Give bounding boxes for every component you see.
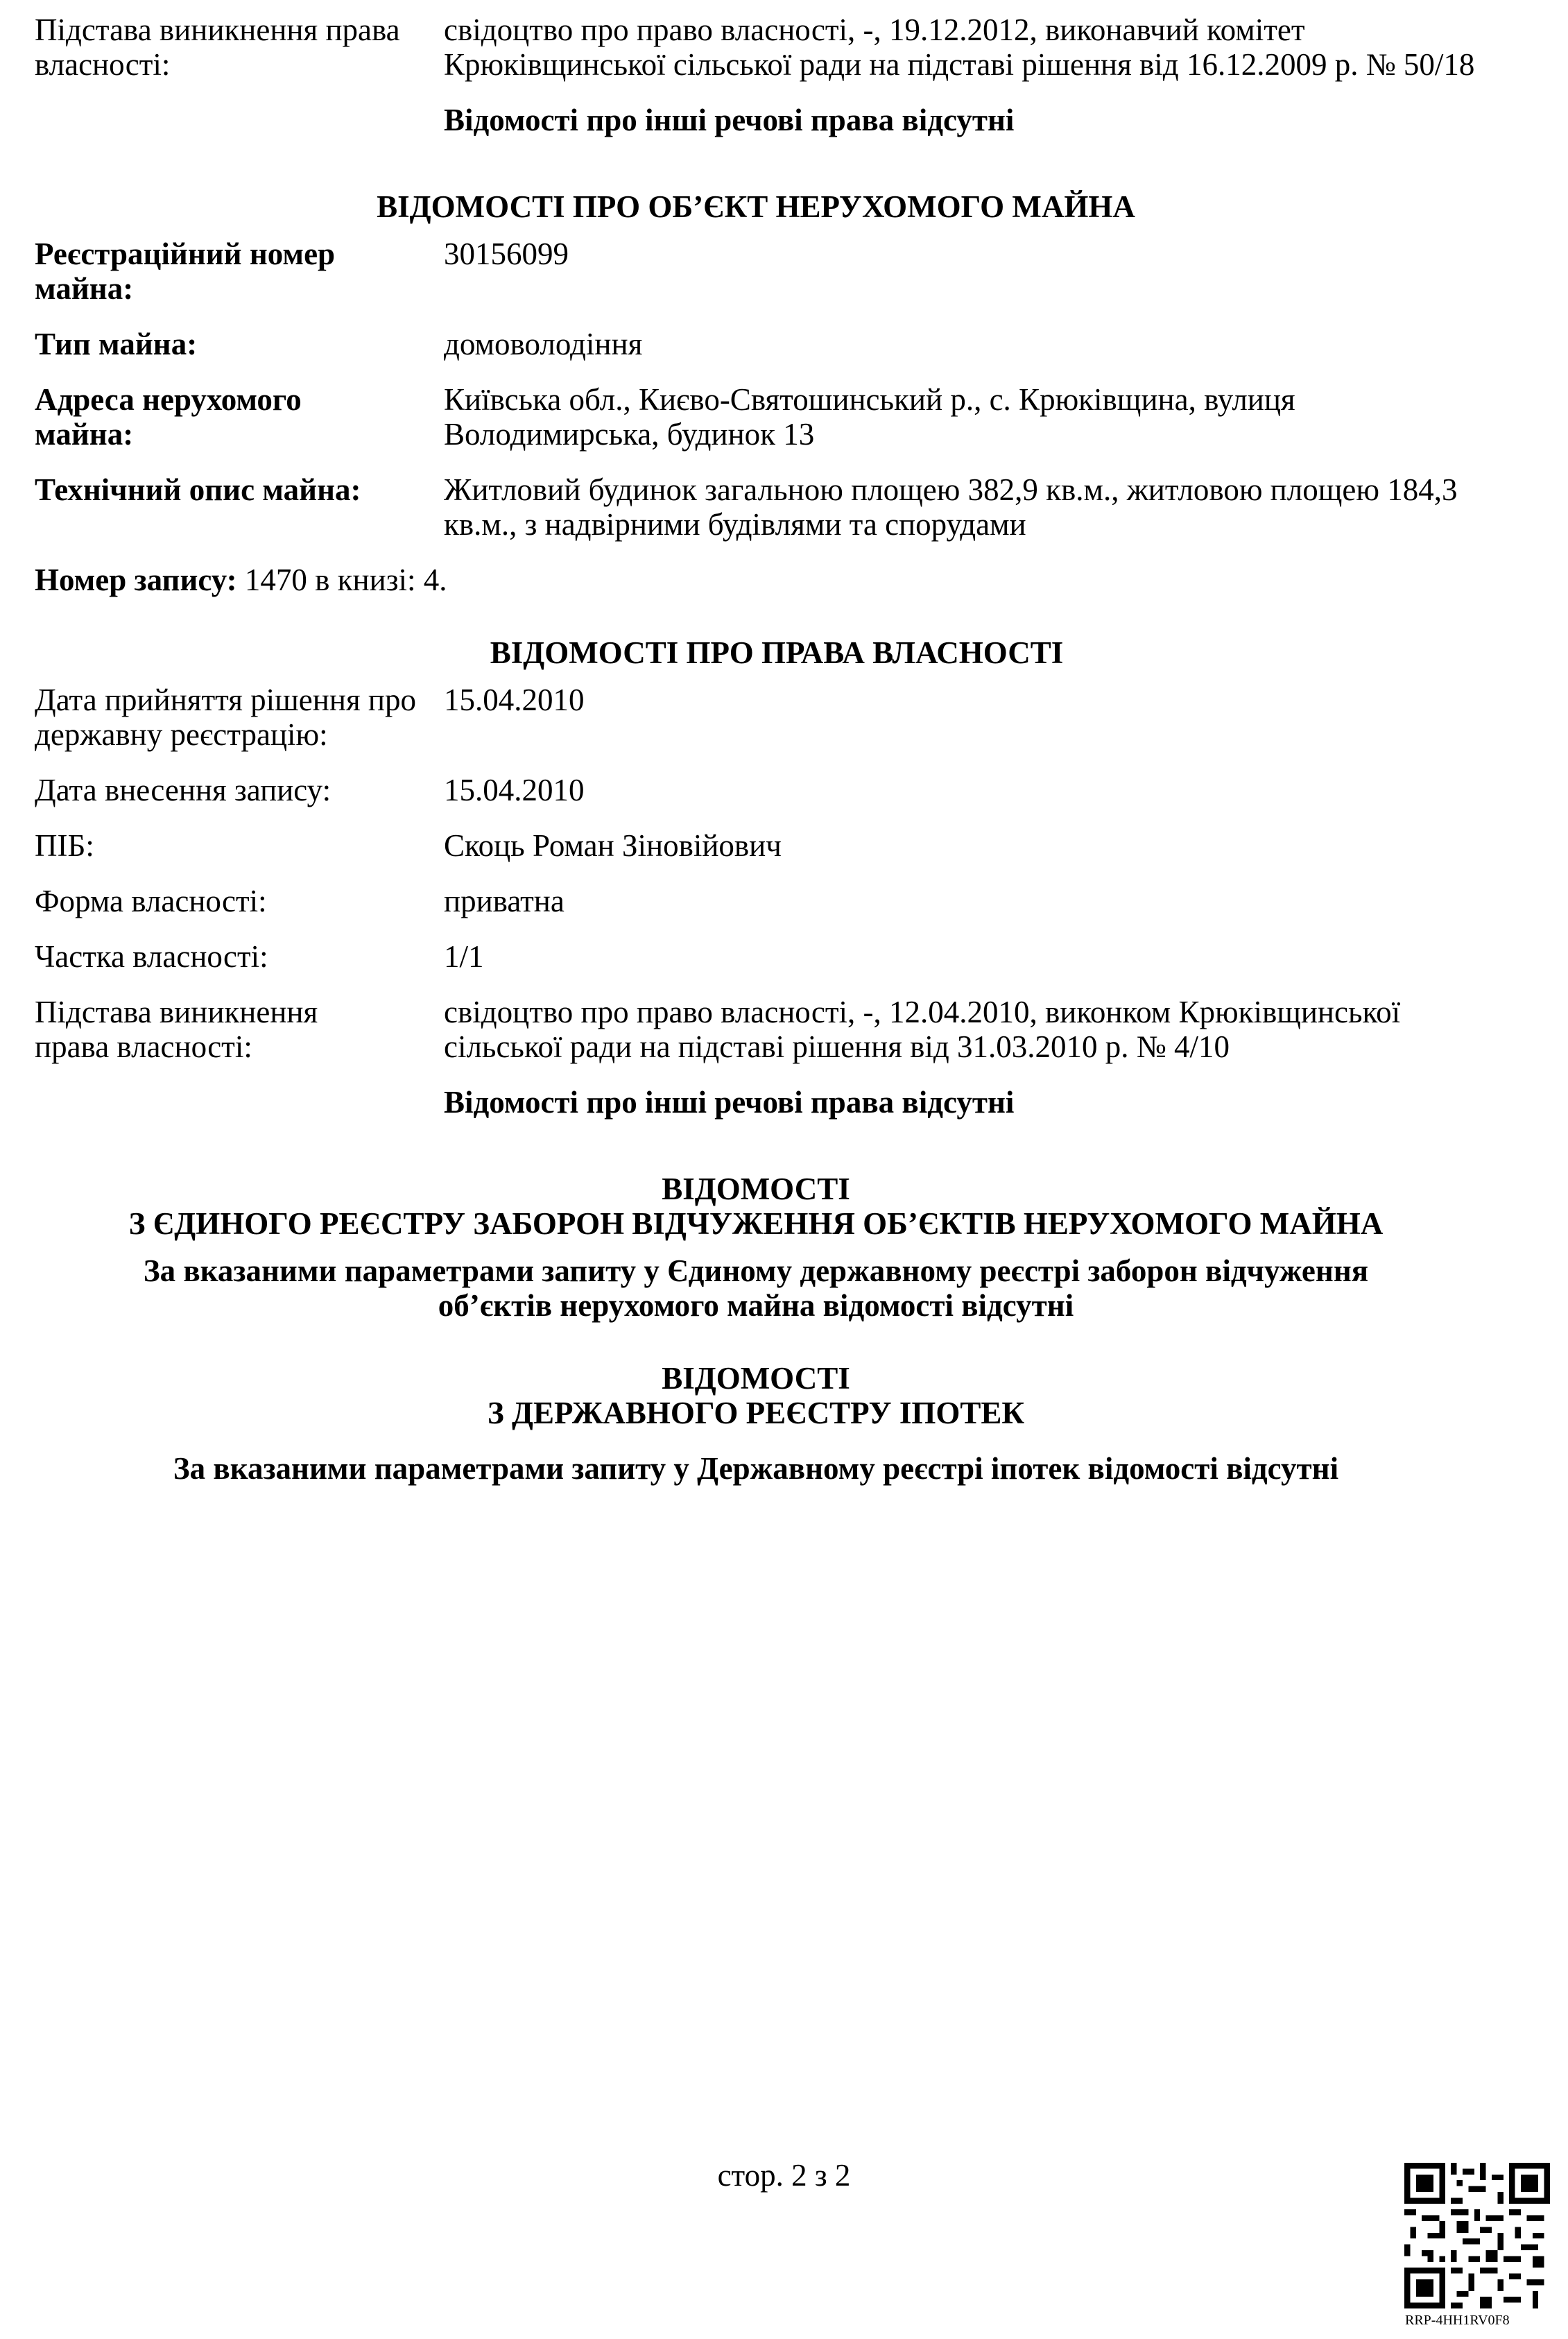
page-number: стор. 2 з 2 bbox=[717, 2158, 851, 2193]
reg-num-row bbox=[35, 237, 1477, 306]
form-row bbox=[35, 884, 1477, 918]
record-row bbox=[35, 563, 1477, 597]
record-label: Номер запису: bbox=[35, 563, 237, 597]
share-row bbox=[35, 939, 1477, 974]
document-code: RRP-4HH1RV0F8 bbox=[1405, 2313, 1510, 2328]
share-value: 1/1 bbox=[444, 939, 484, 974]
reg-num-label: Реєстраційний номер майна: bbox=[35, 237, 336, 306]
document-page bbox=[35, 12, 1477, 1486]
object-heading: ВІДОМОСТІ ПРО ОБ’ЄКТ НЕРУХОМОГО МАЙНА bbox=[377, 189, 1135, 224]
share-label: Частка власності: bbox=[35, 939, 268, 974]
prev-basis-label: Підстава виникнення права власності: bbox=[35, 12, 400, 82]
reg-num-value: 30156099 bbox=[444, 237, 569, 271]
bans-text: За вказаними параметрами запиту у Єдиному державному реєстрі заборон відчуження об’єктів нерухомого майна відомості відсутні bbox=[143, 1253, 1369, 1323]
mortgages-heading-2: З ДЕРЖАВНОГО РЕЄСТРУ ІПОТЕК bbox=[487, 1396, 1024, 1430]
address-row bbox=[35, 382, 1477, 452]
entry-date-row bbox=[35, 773, 1477, 807]
type-label: Тип майна: bbox=[35, 327, 198, 361]
other-rights: Відомості про інші речові права відсутні bbox=[444, 1085, 1015, 1120]
type-row bbox=[35, 327, 1477, 361]
prev-basis-value: свідоцтво про право власності, -, 19.12.2012, виконавчий комітет Крюківщинської сільської ради на підставі рішення від 16.12.2009 р. № 50/18 bbox=[444, 12, 1475, 82]
entry-date-value: 15.04.2010 bbox=[444, 773, 585, 807]
form-label: Форма власності: bbox=[35, 884, 267, 918]
basis-value: свідоцтво про право власності, -, 12.04.2010, виконком Крюківщинської сільської ради на підставі рішення від 31.03.2010 р. № 4/10 bbox=[444, 995, 1401, 1064]
decision-date-label: Дата прийняття рішення про державну реєстрацію: bbox=[35, 683, 416, 752]
form-value: приватна bbox=[444, 884, 565, 918]
name-value: Скоць Роман Зіновійович bbox=[444, 828, 782, 863]
decision-date-value: 15.04.2010 bbox=[444, 683, 585, 717]
address-label: Адреса нерухомого майна: bbox=[35, 382, 302, 452]
basis-row bbox=[35, 995, 1477, 1064]
mortgages-text: За вказаними параметрами запиту у Державному реєстрі іпотек відомості відсутні bbox=[173, 1451, 1339, 1486]
mortgages-heading-1: ВІДОМОСТІ bbox=[662, 1361, 850, 1396]
prev-basis-row bbox=[35, 12, 1477, 82]
type-value: домоволодіння bbox=[444, 327, 643, 361]
qr-code-icon bbox=[1404, 2163, 1550, 2308]
name-label: ПІБ: bbox=[35, 828, 94, 863]
address-value: Київська обл., Києво-Святошинський р., с. Крюківщина, вулиця Володимирська, будинок 13 bbox=[444, 382, 1295, 452]
name-row bbox=[35, 828, 1477, 863]
ownership-heading: ВІДОМОСТІ ПРО ПРАВА ВЛАСНОСТІ bbox=[490, 635, 1064, 670]
tech-row bbox=[35, 472, 1477, 542]
entry-date-label: Дата внесення запису: bbox=[35, 773, 331, 807]
decision-date-row bbox=[35, 683, 1477, 752]
prev-other-rights: Відомості про інші речові права відсутні bbox=[444, 103, 1015, 137]
bans-heading-1: ВІДОМОСТІ bbox=[662, 1172, 850, 1206]
tech-value: Житловий будинок загальною площею 382,9 кв.м., житловою площею 184,3 кв.м., з надвірними будівлями та спорудами bbox=[444, 472, 1458, 542]
tech-label: Технічний опис майна: bbox=[35, 472, 361, 507]
bans-heading-2: З ЄДИНОГО РЕЄСТРУ ЗАБОРОН ВІДЧУЖЕННЯ ОБ’ЄКТІВ НЕРУХОМОГО МАЙНА bbox=[128, 1206, 1384, 1241]
basis-label: Підстава виникнення права власності: bbox=[35, 995, 318, 1064]
record-value: 1470 в книзі: 4. bbox=[244, 563, 447, 597]
